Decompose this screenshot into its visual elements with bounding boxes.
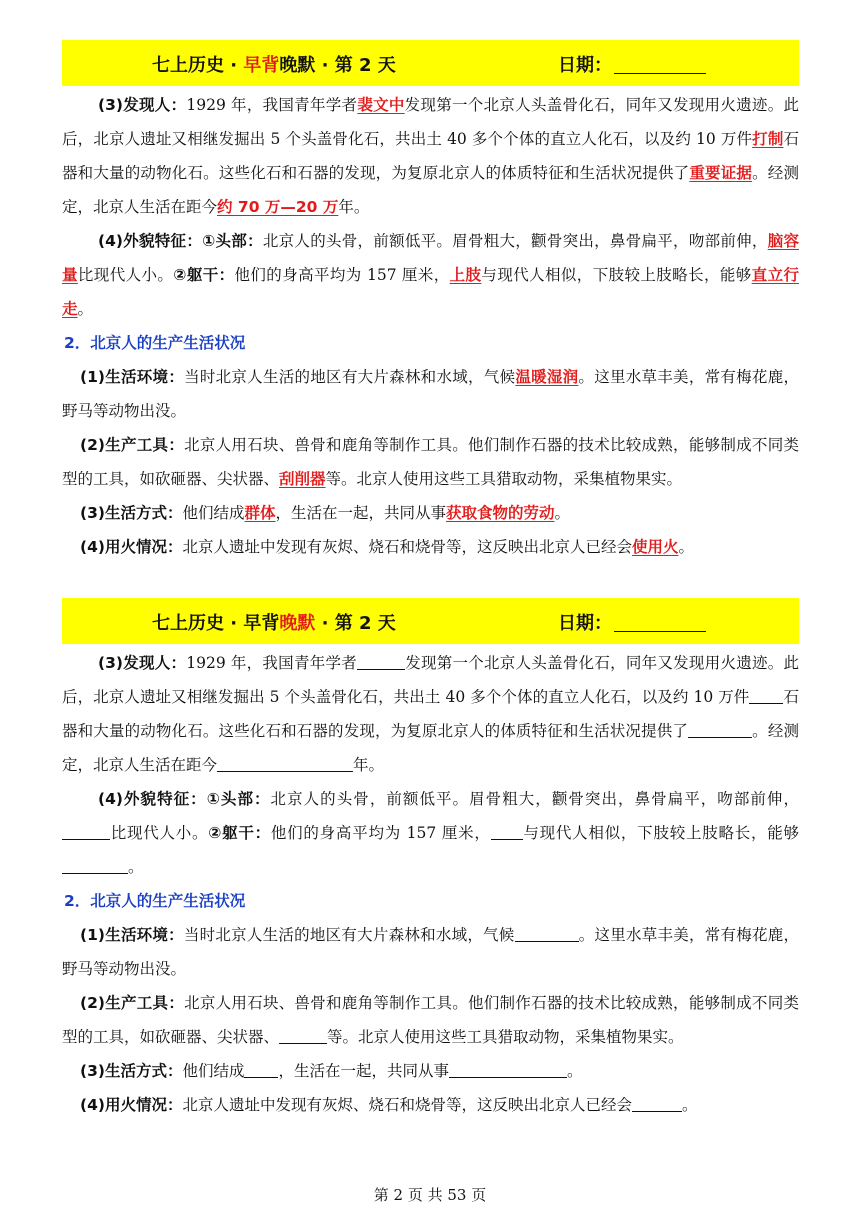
answer-blank[interactable] — [217, 755, 353, 772]
answer-blank[interactable] — [515, 925, 579, 942]
answer: 直立行走 — [62, 266, 799, 318]
discoverer-paragraph: (3)发现人：1929 年，我国青年学者 发现第一个北京人头盖骨化石，同年又发现用火遗迹。此后，北京人遗址又相继发掘出 5 个头盖骨化石，共出土 40 多个个体的直立人化石，以及约 10 万件 石器和大量的动物化石。这些化石和石器的发现，为复原北京人的体质特征和生活状况提供了 。经测定，北京人生活在距今 年。 — [62, 654, 799, 774]
appearance-paragraph: (4)外貌特征：①头部：北京人的头骨，前额低平。眉骨粗大，颧骨突出，鼻骨扁平，吻部前伸，脑容量比现代人小。②躯干：他们的身高平均为 157 厘米，上肢与现代人相似，下肢较上肢略长，能够直立行走。 — [62, 232, 799, 318]
answer-blank[interactable] — [62, 857, 128, 874]
answer-blank[interactable] — [244, 1061, 278, 1078]
answer-blank[interactable] — [357, 653, 405, 670]
answer: 温暖湿润 — [515, 368, 579, 386]
tools-paragraph: (2)生产工具：北京人用石块、兽骨和鹿角等制作工具。他们制作石器的技术比较成熟，能够制成不同类型的工具，如砍砸器、尖状器、刮削器等。北京人使用这些工具猎取动物，采集植物果实。 — [62, 436, 799, 488]
answer: 上肢 — [449, 266, 482, 284]
section-heading: 2．北京人的生产生活状况 — [64, 892, 246, 910]
answer-blank[interactable] — [749, 687, 783, 704]
title-banner — [62, 40, 799, 86]
answer: 使用火 — [631, 538, 679, 556]
answer-blank[interactable] — [632, 1095, 682, 1112]
discoverer-paragraph: (3)发现人：1929 年，我国青年学者裴文中发现第一个北京人头盖骨化石，同年又发现用火遗迹。此后，北京人遗址又相继发掘出 5 个头盖骨化石，共出土 40 多个个体的直立人化石，以及约 10 万件打制石器和大量的动物化石。这些化石和石器的发现，为复原北京人的体质特征和生活状况提供了重要证据。经测定，北京人生活在距今约 70 万—20 万年。 — [62, 96, 799, 216]
lifestyle-paragraph: (3)生活方式：他们结成 ，生活在一起，共同从事 。 — [80, 1062, 583, 1080]
answer: 打制 — [752, 130, 784, 148]
date-blank — [614, 613, 706, 632]
appearance-paragraph: (4)外貌特征：①头部：北京人的头骨，前额低平。眉骨粗大，颧骨突出，鼻骨扁平，吻部前伸，比现代人小。②躯干：他们的身高平均为 157 厘米， 与现代人相似，下肢较上肢略长，能够。 — [62, 782, 799, 884]
answer: 群体 — [244, 504, 276, 522]
tools-paragraph: (2)生产工具：北京人用石块、兽骨和鹿角等制作工具。他们制作石器的技术比较成熟，能够制成不同类型的工具，如砍砸器、尖状器、 等。北京人使用这些工具猎取动物，采集植物果实。 — [62, 994, 799, 1046]
environment-paragraph: (1)生活环境：当时北京人生活的地区有大片森林和水域，气候 。这里水草丰美，常有梅花鹿，野马等动物出没。 — [62, 926, 799, 978]
answer: 脑容量 — [62, 232, 799, 284]
answer-blank[interactable] — [449, 1061, 567, 1078]
memorize-section — [62, 40, 799, 564]
recite-section — [62, 598, 799, 1122]
banner-title: 七上历史 · 早背晚默 · 第 2 天 — [152, 55, 396, 76]
title-evening-highlight: 晚默 — [279, 613, 316, 634]
answer: 约 70 万—20 万 — [217, 198, 339, 216]
answer: 获取食物的劳动 — [446, 504, 555, 522]
fire-paragraph: (4)用火情况：北京人遗址中发现有灰烬、烧石和烧骨等，这反映出北京人已经会 。 — [80, 1096, 698, 1114]
date-blank — [614, 55, 706, 74]
answer-blank[interactable] — [279, 1027, 327, 1044]
page-footer: 第 2 页 共 53 页 — [373, 1186, 487, 1204]
section-heading: 2．北京人的生产生活状况 — [64, 334, 246, 352]
environment-paragraph: (1)生活环境：当时北京人生活的地区有大片森林和水域，气候温暖湿润。这里水草丰美，常有梅花鹿，野马等动物出没。 — [62, 368, 799, 420]
answer: 重要证据 — [689, 164, 753, 182]
lifestyle-paragraph: (3)生活方式：他们结成群体，生活在一起，共同从事获取食物的劳动。 — [80, 504, 571, 522]
title-morning-highlight: 早背 — [243, 55, 280, 76]
answer-blank[interactable] — [688, 721, 752, 738]
answer-blank[interactable] — [62, 823, 110, 840]
date-field: 日期： — [558, 609, 706, 635]
answer: 裴文中 — [357, 96, 405, 114]
fire-paragraph: (4)用火情况：北京人遗址中发现有灰烬、烧石和烧骨等，这反映出北京人已经会使用火。 — [80, 538, 695, 556]
banner-title: 七上历史 · 早背晚默 · 第 2 天 — [152, 613, 396, 634]
answer: 刮削器 — [279, 470, 326, 488]
date-field: 日期： — [558, 51, 706, 77]
answer-blank[interactable] — [491, 823, 523, 840]
title-banner — [62, 598, 799, 644]
